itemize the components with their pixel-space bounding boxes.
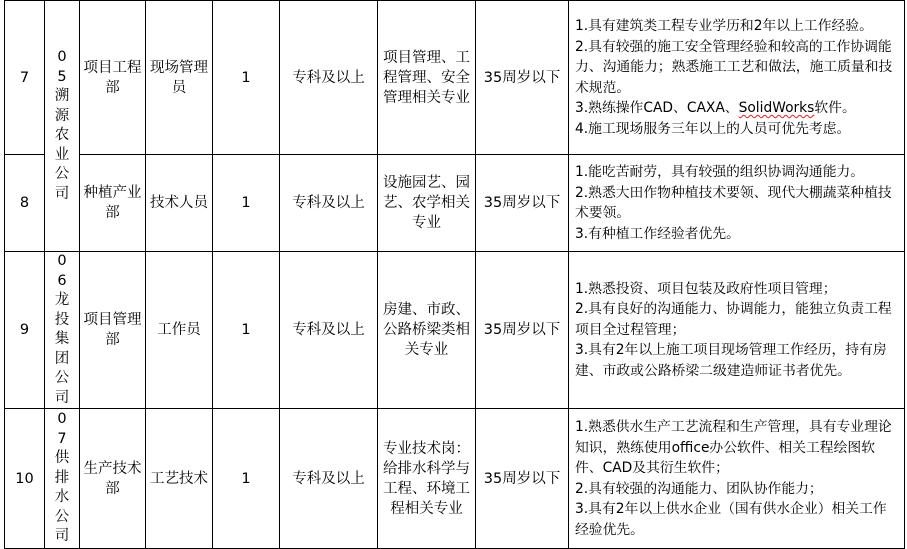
company-name: 06龙投集团公司 — [54, 253, 70, 406]
table-row — [5, 252, 905, 409]
headcount: 1 — [213, 155, 280, 252]
requirements-cell — [569, 409, 905, 549]
age-limit: 35周岁以下 — [476, 155, 569, 252]
requirements-cell — [569, 1, 905, 155]
table-row — [5, 1, 905, 155]
dept-name: 项目工程部 — [83, 59, 142, 96]
company-name: 07供排水公司 — [54, 411, 70, 545]
dept-cell — [80, 1, 146, 155]
position-cell — [146, 1, 213, 155]
requirement-item: 3.具有2年以上施工项目现场管理工作经历，持有房建、市政或公路桥梁二级建造师证书者优先。 — [575, 342, 887, 379]
major-cell — [378, 155, 476, 252]
requirement-item: 3.有种植工作经验者优先。 — [575, 225, 740, 242]
dept-name: 种植产业部 — [83, 185, 142, 221]
headcount: 1 — [213, 409, 280, 549]
dept-cell — [80, 409, 146, 549]
position-cell — [146, 252, 213, 409]
major-text: 房建、市政、公路桥梁类相关专业 — [383, 302, 470, 358]
table-row — [5, 155, 905, 252]
requirement-item — [575, 98, 900, 119]
major-text: 设施园艺、园艺、农学相关专业 — [383, 175, 470, 231]
requirement-item: 2.具有较强的沟通能力、团队协作能力； — [575, 480, 823, 497]
position-name: 技术人员 — [150, 195, 208, 211]
requirement-item: 1.具有建筑类工程专业学历和2年以上工作经验。 — [575, 18, 873, 34]
requirement-text: 3.熟练操作CAD、CAXA、 — [575, 100, 739, 116]
requirement-item: 1.熟悉供水生产工艺流程和生产管理，具有专业理论知识，熟练使用office办公软件、相关工程绘图软件、CAD及其衍生软件； — [575, 419, 892, 476]
row-number: 10 — [5, 409, 45, 549]
headcount: 1 — [213, 252, 280, 409]
row-number: 8 — [5, 155, 45, 252]
company-cell — [45, 409, 80, 549]
requirement-item: 1.能吃苦耐劳，具有较强的组织协调沟通能力。 — [575, 164, 865, 180]
requirement-item: 2.具有良好的沟通能力、协调能力，能独立负责工程项目全过程管理； — [575, 301, 892, 338]
education: 专科及以上 — [280, 155, 378, 252]
major-cell — [378, 409, 476, 549]
table-row — [5, 409, 905, 549]
requirement-item: 4.施工现场服务三年以上的人员可优先考虑。 — [575, 120, 851, 137]
age-limit: 35周岁以下 — [476, 252, 569, 409]
requirement-item: 1.熟悉投资、项目包装及政府性项目管理； — [575, 280, 837, 297]
requirement-item: 2.熟悉大田作物种植技术要领、现代大棚蔬菜种植技术要领。 — [575, 184, 892, 221]
headcount: 1 — [213, 1, 280, 155]
major-text: 专业技术岗：给排水科学与工程、环境工程相关专业 — [383, 440, 470, 517]
company-cell — [45, 1, 80, 252]
dept-name: 生产技术部 — [83, 460, 142, 497]
education: 专科及以上 — [280, 1, 378, 155]
job-table — [4, 0, 905, 549]
major-cell — [378, 252, 476, 409]
age-limit: 35周岁以下 — [476, 1, 569, 155]
position-name: 现场管理员 — [150, 59, 208, 96]
dept-cell — [80, 252, 146, 409]
row-number: 9 — [5, 252, 45, 409]
major-text: 项目管理、工程管理、安全管理相关专业 — [383, 49, 470, 106]
requirements-cell — [569, 155, 905, 252]
position-name: 工艺技术 — [150, 470, 208, 487]
requirement-text: 软件。 — [814, 100, 856, 116]
company-cell — [45, 252, 80, 409]
requirement-item: 3.具有2年以上供水企业（国有供水企业）相关工作经验优先。 — [575, 501, 887, 538]
education: 专科及以上 — [280, 409, 378, 549]
major-cell — [378, 1, 476, 155]
requirements-cell — [569, 252, 905, 409]
spellcheck-flagged-word: SolidWorks — [738, 100, 815, 116]
position-cell — [146, 409, 213, 549]
company-name: 05溯源农业公司 — [54, 49, 70, 202]
position-cell — [146, 155, 213, 252]
age-limit: 35周岁以下 — [476, 409, 569, 549]
dept-cell — [80, 155, 146, 252]
row-number: 7 — [5, 1, 45, 155]
dept-name: 项目管理部 — [83, 312, 142, 348]
requirement-item: 2.具有较强的施工安全管理经验和较高的工作协调能力、沟通能力；熟悉施工工艺和做法，施工质量和技术规范。 — [575, 38, 893, 96]
position-name: 工作员 — [157, 322, 201, 338]
education: 专科及以上 — [280, 252, 378, 409]
